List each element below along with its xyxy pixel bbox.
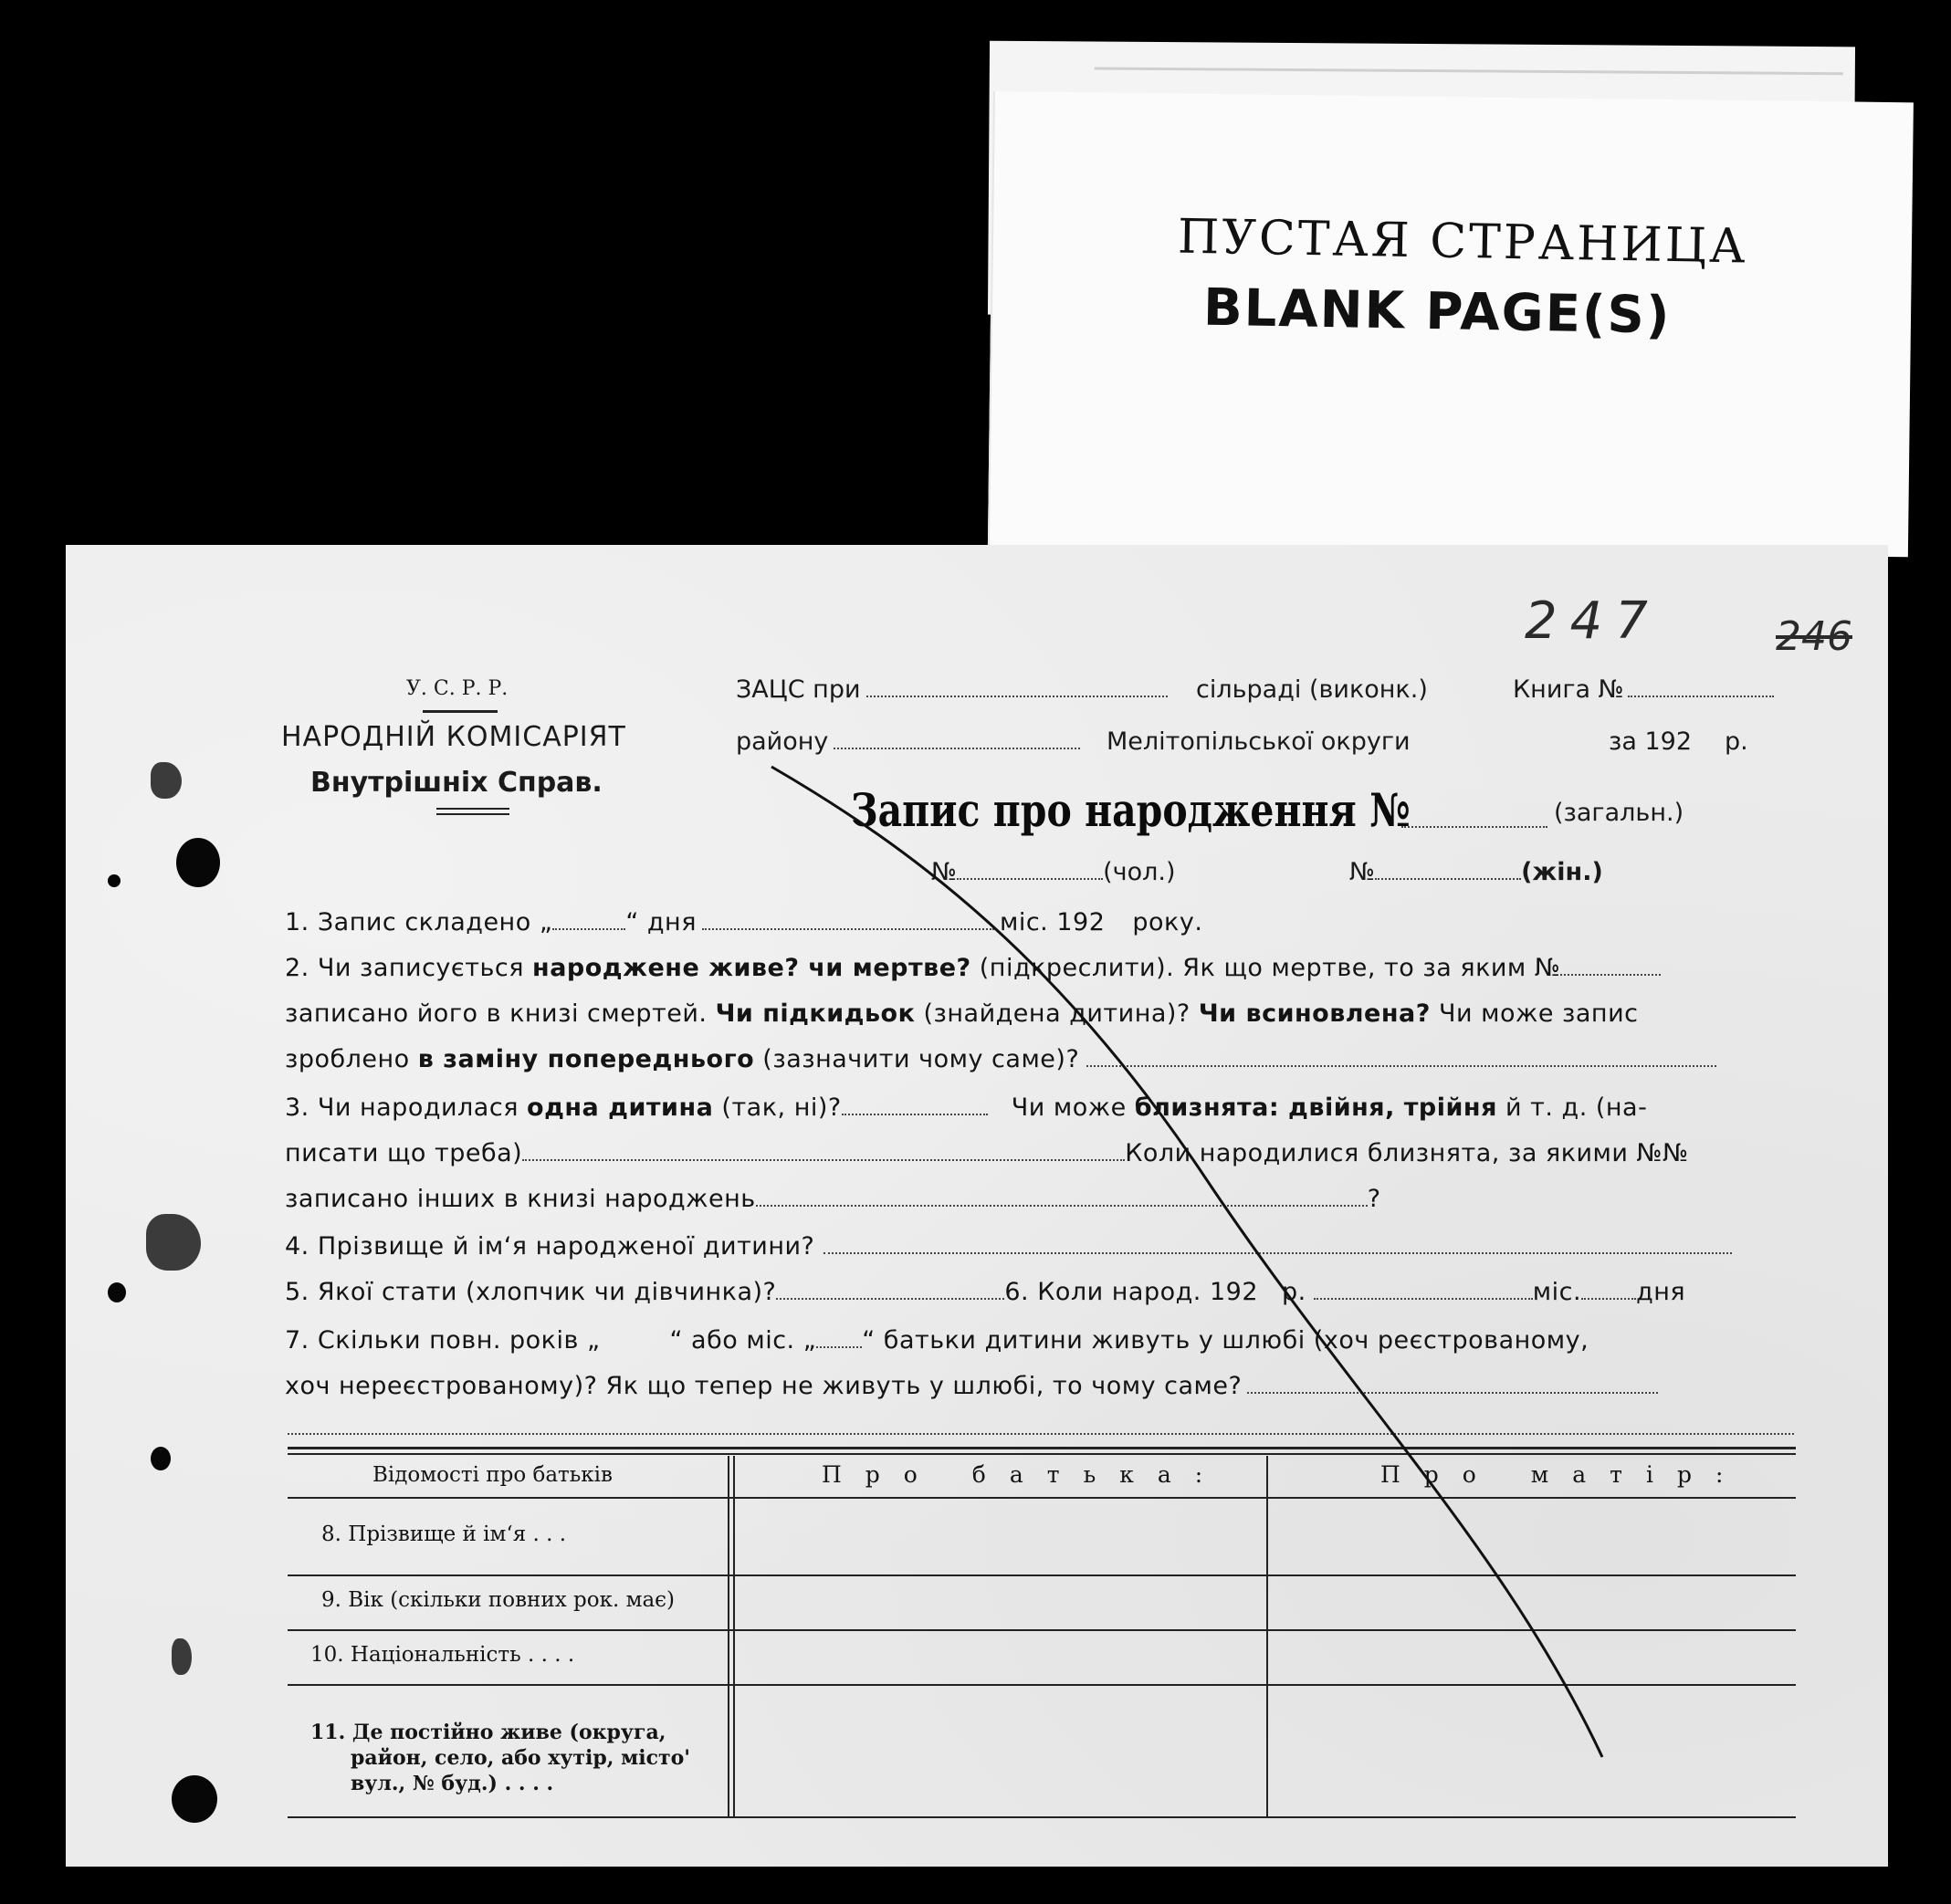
paper-tear — [151, 762, 182, 799]
male-no-prefix: № — [931, 858, 958, 886]
form-title: Запис про народження № — [851, 783, 1411, 837]
item-4-name-field — [823, 1234, 1732, 1254]
item-7-d: хоч нереєстрованому)? Як що тепер не живуть у шлюбі, то чому саме? — [285, 1372, 1243, 1400]
item-3-line-1 — [285, 1093, 1647, 1122]
table-header-info: Відомості про батьків — [372, 1463, 613, 1487]
header-divider — [436, 813, 509, 815]
item-3-others-field — [756, 1187, 1368, 1207]
item-6-c: міс. — [1532, 1278, 1582, 1306]
card-edge — [1095, 67, 1843, 75]
blank-card-text-ru: ПУСТАЯ СТРАНИЦА — [1177, 209, 1749, 275]
item-3-g: писати що треба) — [285, 1139, 523, 1167]
table-bottom-rule — [288, 1816, 1796, 1818]
header-divider — [436, 808, 509, 810]
item-5-sex-field — [776, 1280, 1004, 1300]
table-top-rule — [288, 1453, 1796, 1455]
item-7-c: “ батьки дитини живуть у шлюбі (хоч реєстрованому, — [862, 1326, 1589, 1355]
item-7-reason-field — [1247, 1374, 1658, 1394]
item-7-b: “ або міс. „ — [669, 1326, 817, 1355]
paper-tear — [146, 1214, 201, 1271]
item-4-text: 4. Прізвище й ім‘я народженої дитини? — [285, 1232, 815, 1261]
item-7-a: 7. Скільки повн. років „ — [285, 1326, 601, 1355]
book-no-text: Книга № — [1513, 675, 1624, 704]
item-2-f: (знайдена дитина)? — [915, 999, 1199, 1028]
district-label — [736, 727, 1080, 756]
item-3-i: записано інших в книзі народжень — [285, 1185, 756, 1213]
item-2-g: Чи всиновлена? — [1198, 999, 1431, 1028]
table-col-rule — [728, 1456, 729, 1816]
item-7-line-2 — [285, 1372, 1658, 1400]
table-header-mother: Про матір: — [1380, 1461, 1747, 1488]
item-1-a: 1. Запис складено „ — [285, 908, 553, 936]
item-2-line-2 — [285, 999, 1638, 1028]
item-3-c: (так, ні)? — [713, 1093, 842, 1122]
item-1-d: року. — [1132, 908, 1203, 936]
year-suffix-text: р. — [1725, 727, 1748, 756]
general-number-field — [1401, 808, 1547, 828]
item-6-b: р. — [1282, 1278, 1306, 1306]
paper-tear — [172, 1638, 192, 1675]
blank-card-text-en: BLANK PAGE(S) — [1202, 277, 1672, 346]
male-label: (чол.) — [1103, 858, 1176, 886]
item-6-d: дня — [1636, 1278, 1686, 1306]
item-4 — [285, 1232, 1732, 1261]
handwritten-number-struck: 246 — [1776, 613, 1852, 660]
table-row-label: вул., № буд.) . . . . — [351, 1772, 554, 1795]
table-row-label: 8. Прізвище й ім‘я . . . — [321, 1522, 567, 1546]
year-label — [1609, 727, 1748, 756]
item-1 — [285, 908, 1202, 936]
item-3-a: 3. Чи народилася — [285, 1093, 528, 1122]
item-3-twins-field — [522, 1141, 1125, 1161]
item-3-single-field — [842, 1095, 988, 1115]
item-2-c: (підкреслити). Як що мертве, то за яким № — [970, 954, 1561, 982]
table-header-rule — [288, 1497, 1796, 1499]
item-2-death-no-field — [1560, 956, 1661, 976]
item-2-d: записано його в книзі смертей. — [285, 999, 716, 1028]
table-row-label: 9. Вік (скільки повних рок. має) — [321, 1588, 676, 1612]
item-2-reason-field — [1086, 1047, 1716, 1067]
item-2-i: зроблено — [285, 1045, 418, 1073]
item-5-text: 5. Якої стати (хлопчик чи дівчинка)? — [285, 1278, 777, 1306]
item-1-c: міс. 192 — [999, 908, 1106, 936]
book-label — [1513, 675, 1774, 704]
table-top-rule — [288, 1447, 1796, 1449]
table-row-label: район, село, або хутір, місто' — [351, 1746, 691, 1770]
item-6-month-field — [1314, 1280, 1533, 1300]
district-field — [834, 729, 1080, 749]
punch-hole — [108, 874, 121, 887]
okruga-label: Мелітопільської округи — [1107, 727, 1411, 756]
item-7-line-1 — [285, 1326, 1589, 1355]
item-3-line-2 — [285, 1139, 1689, 1167]
item-2-a: 2. Чи записується — [285, 954, 533, 982]
item-7-extra-field — [288, 1415, 1794, 1435]
zags-label — [736, 675, 1168, 704]
table-col-rule — [1266, 1456, 1268, 1816]
commissariat-label: НАРОДНІЙ КОМІСАРІЯТ — [281, 721, 626, 753]
item-3-line-3 — [285, 1185, 1381, 1213]
item-2-line-3 — [285, 1045, 1716, 1073]
village-field — [866, 677, 1168, 697]
zags-at-text: ЗАЦС при — [736, 675, 861, 704]
village-council-label: сільраді (виконк.) — [1196, 675, 1428, 704]
table-row-rule — [288, 1684, 1796, 1686]
table-col-rule — [733, 1456, 735, 1816]
district-text: району — [736, 727, 829, 756]
item-2-b: народжене живе? чи мертве? — [532, 954, 971, 982]
female-number-row — [1349, 858, 1603, 886]
table-header-father: Про батька: — [822, 1461, 1227, 1488]
item-1-date-field — [702, 910, 994, 930]
item-3-j: ? — [1367, 1185, 1381, 1213]
item-2-e: Чи підкидьок — [715, 999, 916, 1028]
female-label: (жін.) — [1521, 858, 1603, 886]
punch-hole — [108, 1282, 126, 1302]
punch-hole — [172, 1775, 217, 1823]
item-3-h: Коли народилися близнята, за якими №№ — [1125, 1139, 1689, 1167]
item-7-months-field — [816, 1328, 862, 1348]
female-no-prefix: № — [1349, 858, 1376, 886]
item-5-6 — [285, 1278, 1685, 1306]
table-row-rule — [288, 1629, 1796, 1631]
punch-hole — [151, 1447, 171, 1470]
punch-hole — [176, 838, 220, 887]
table-row-label: 10. Національність . . . . — [310, 1643, 575, 1667]
table-row-rule — [288, 1574, 1796, 1576]
female-number-field — [1375, 860, 1521, 880]
item-2-k: (зазначити чому саме)? — [754, 1045, 1080, 1073]
item-3-f: й т. д. (на- — [1496, 1093, 1648, 1122]
year-for-text: за 192 — [1609, 727, 1693, 756]
header-divider — [423, 710, 498, 713]
item-3-e: близнята: двійня, трійня — [1134, 1093, 1497, 1122]
item-6-a: 6. Коли народ. 192 — [1004, 1278, 1259, 1306]
item-1-day-field — [552, 910, 625, 930]
item-3-b: одна дитина — [527, 1093, 714, 1122]
item-2-j: в заміну попереднього — [417, 1045, 755, 1073]
item-2-h: Чи може запис — [1430, 999, 1639, 1028]
item-3-d: Чи може — [1011, 1093, 1135, 1122]
republic-label: У. С. Р. Р. — [406, 677, 509, 700]
male-number-row — [931, 858, 1175, 886]
handwritten-number: 247 — [1525, 591, 1661, 651]
table-row-label: 11. Де постійно живе (округа, — [310, 1721, 666, 1744]
item-6-day-field — [1581, 1280, 1636, 1300]
general-label: (загальн.) — [1554, 799, 1684, 827]
item-1-b: “ дня — [625, 908, 697, 936]
male-number-field — [957, 860, 1103, 880]
book-field — [1628, 677, 1774, 697]
item-2-line-1 — [285, 954, 1661, 982]
ministry-label: Внутрішніх Справ. — [310, 767, 603, 799]
